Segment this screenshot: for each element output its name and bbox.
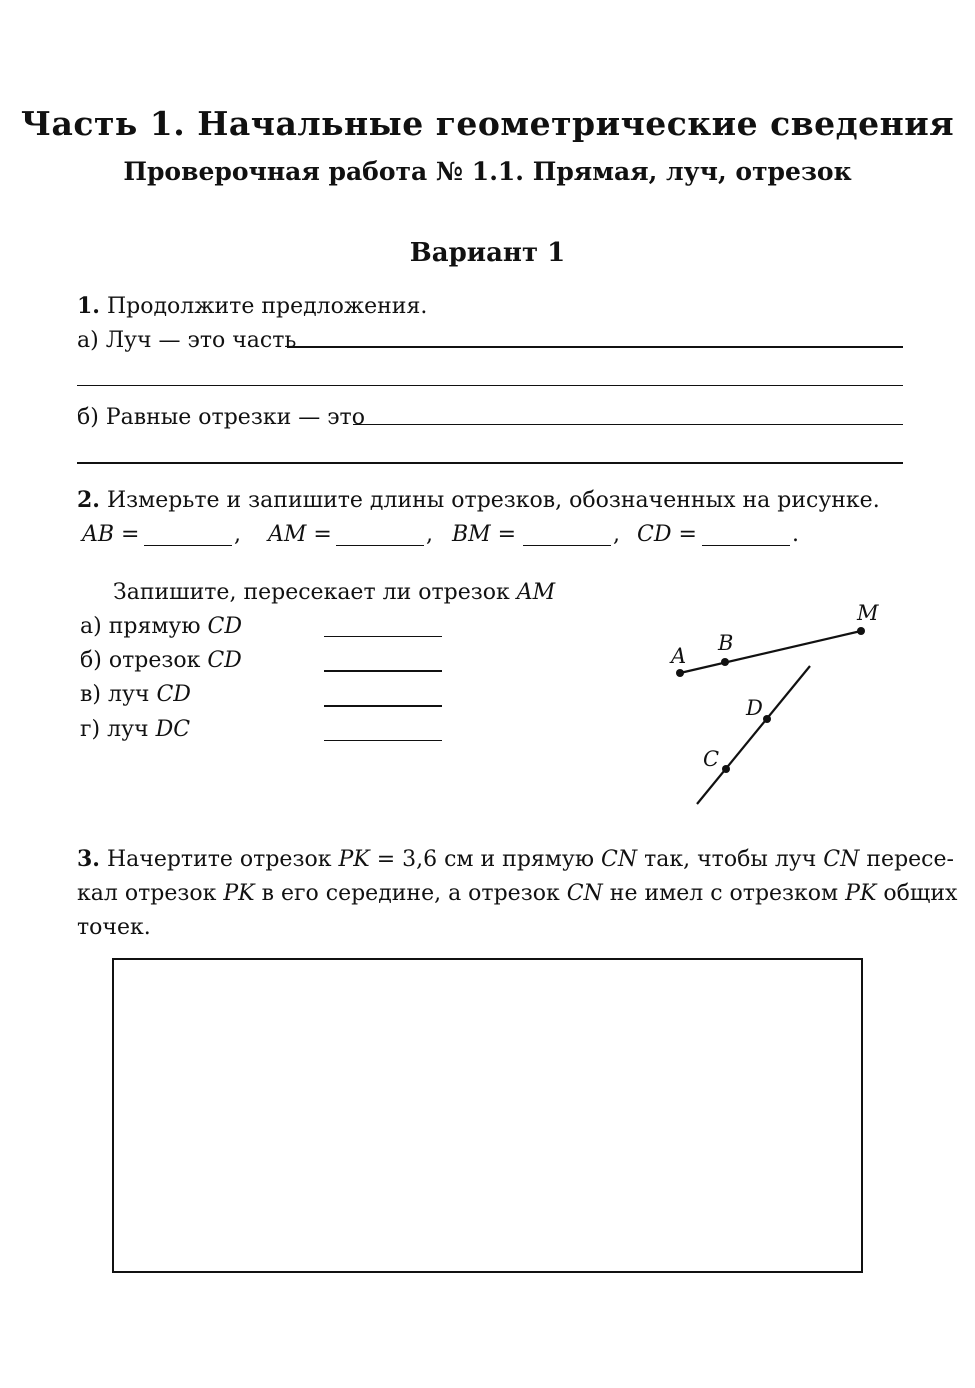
task-number: 3. [77, 846, 100, 872]
label-b: B [718, 631, 734, 655]
comma: , [613, 522, 620, 547]
var: PK [338, 847, 370, 872]
var: CN [566, 881, 603, 906]
task-number: 2. [77, 487, 100, 513]
label-c: C [703, 747, 720, 771]
var: PK [845, 881, 877, 906]
comma: , [426, 522, 433, 547]
item-var: DC [155, 717, 191, 742]
measure-cd-label: CD = [637, 522, 697, 547]
text: кал отрезок [77, 881, 224, 906]
point-m [857, 627, 865, 635]
task1-b-label: б) Равные отрезки — это [77, 405, 365, 430]
task1-a-label: а) Луч — это часть [77, 328, 297, 353]
line-cd [697, 666, 810, 804]
text: Начертите отрезок [106, 847, 339, 872]
question-var: AM [516, 580, 556, 605]
point-b [721, 658, 729, 666]
item-label: в) луч [80, 682, 150, 707]
item-var: CD [207, 648, 242, 673]
task-text: Продолжите предложения. [106, 294, 428, 319]
var: CN [601, 847, 638, 872]
task-number: 1. [77, 293, 100, 319]
item-label: г) луч [80, 717, 149, 742]
label-m: M [857, 601, 879, 625]
question-text: Запишите, пересекает ли отрезок [113, 580, 510, 605]
var: CN [823, 847, 860, 872]
text: так, чтобы луч [637, 847, 824, 872]
item-label: а) прямую [80, 614, 201, 639]
task3-line3: точек. [77, 915, 151, 940]
task-text: Измерьте и запишите длины отрезков, обозначенных на рисунке. [106, 488, 880, 513]
measure-bm-label: BM = [452, 522, 517, 547]
measure-am-label: AM = [268, 522, 332, 547]
text: общих [876, 881, 958, 906]
label-a: A [671, 644, 687, 668]
comma: , [234, 522, 241, 547]
text: не имел с отрезком [602, 881, 846, 906]
variant-heading: Вариант 1 [409, 238, 566, 268]
task3-line2 [77, 881, 957, 906]
page-subtitle: Проверочная работа № 1.1. Прямая, луч, отрезок [123, 157, 852, 186]
item-var: CD [156, 682, 191, 707]
point-d [763, 715, 771, 723]
label-d: D [746, 696, 763, 720]
text: пересе- [859, 847, 954, 872]
text: в его середине, а отрезок [254, 881, 567, 906]
point-a [676, 669, 684, 677]
drawing-area[interactable] [112, 958, 863, 1273]
task3-line1 [77, 846, 954, 872]
item-label: б) отрезок [80, 648, 201, 673]
point-c [722, 765, 730, 773]
text: = 3,6 см и прямую [369, 847, 602, 872]
var: PK [223, 881, 255, 906]
item-var: CD [207, 614, 243, 639]
period: . [792, 522, 799, 547]
measure-ab-label: AB = [82, 522, 140, 547]
segment-am [680, 631, 861, 673]
page-title: Часть 1. Начальные геометрические сведения [20, 104, 955, 143]
